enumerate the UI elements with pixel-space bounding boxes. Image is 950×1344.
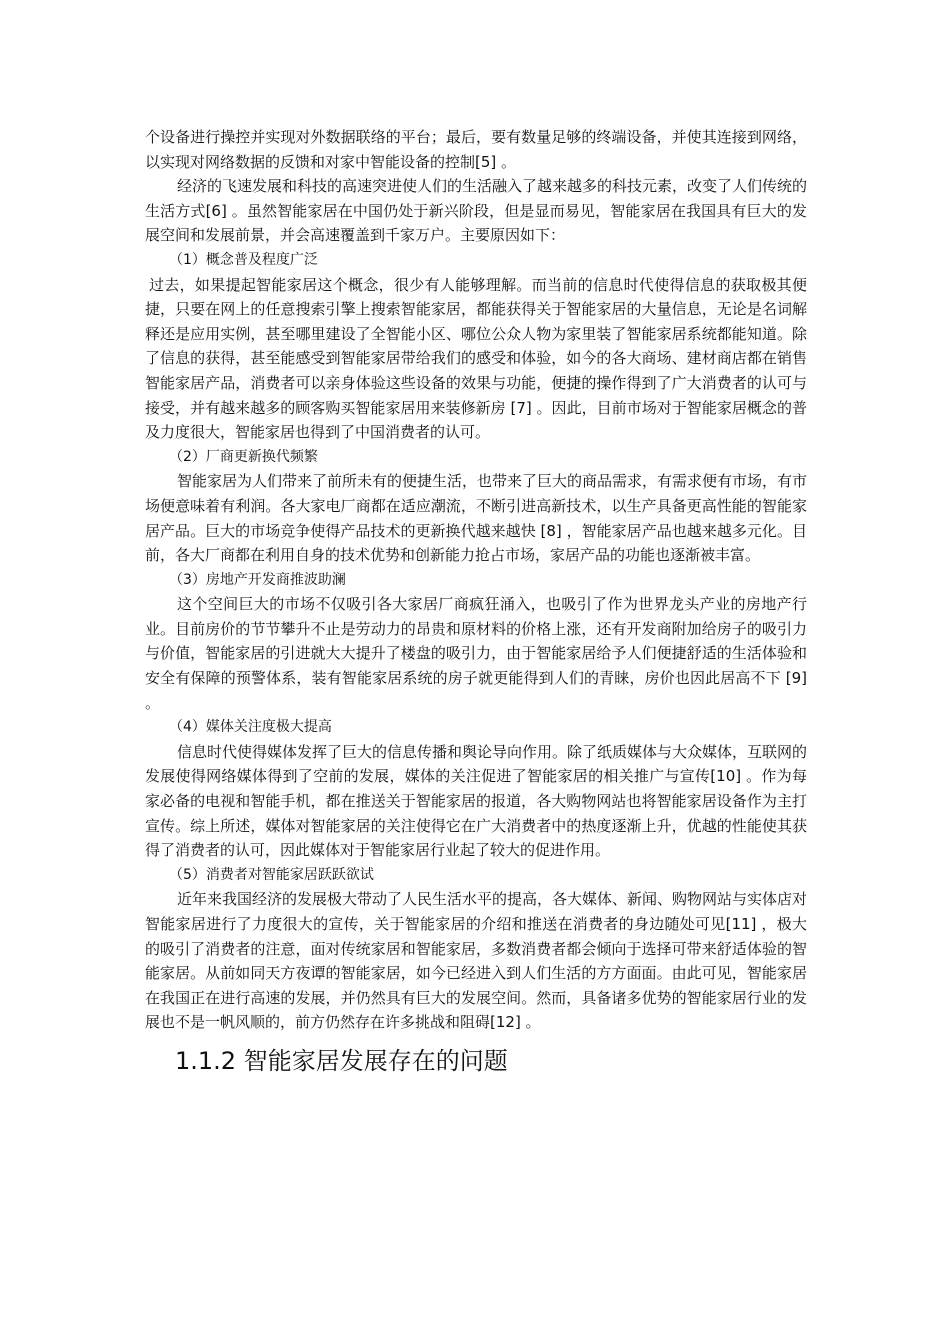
paragraph-concept: 过去，如果提起智能家居这个概念，很少有人能够理解。而当前的信息时代使得信息的获取极其便捷，只要在网上的任意搜索引擎上搜索智能家居，都能获得关于智能家居的大量信息，无论是名词解释还是应用实例，甚至哪里建设了全智能小区、哪位公众人物为家里装了智能家居系统都能知道。除了信息的获得，甚至能感受到智能家居带给我们的感受和体验，如今的各大商场、建材商店都在销售智能家居产品，消费者可以亲身体验这些设备的效果与功能，便捷的操作得到了广大消费者的认可与接受，并有越来越多的顾客购买智能家居用来装修新房 [7] 。因此，目前市场对于智能家居概念的普及力度很大，智能家居也得到了中国消费者的认可。	[145, 275, 807, 442]
subheading-2: （2）厂商更新换代频繁	[169, 448, 318, 465]
paragraph-real-estate: 这个空间巨大的市场不仅吸引各大家居厂商疯狂涌入，也吸引了作为世界龙头产业的房地产行业。目前房价的节节攀升不止是劳动力的昂贵和原材料的价格上涨，还有开发商附加给房子的吸引力与价值，智能家居的引进就大大提升了楼盘的吸引力，由于智能家居给予人们便捷舒适的生活体验和安全有保障的预警体系，装有智能家居系统的房子就更能得到人们的青睐，房价也因此居高不下 [9] 。	[145, 595, 807, 712]
paragraph-media: 信息时代使得媒体发挥了巨大的信息传播和舆论导向作用。除了纸质媒体与大众媒体，互联网的发展使得网络媒体得到了空前的发展，媒体的关注促进了智能家居的相关推广与宣传[10] 。作为每家必备的电视和智能手机，都在推送关于智能家居的报道，各大购物网站也将智能家居设备作为主打宣传。综上所述，媒体对智能家居的关注使得它在广大消费者中的热度逐渐上升，优越的性能使其获得了消费者的认可，因此媒体对于智能家居行业起了较大的促进作用。	[145, 742, 808, 860]
subheading-1: （1）概念普及程度广泛	[169, 251, 318, 268]
paragraph-intro: 经济的飞速发展和科技的高速突进使人们的生活融入了越来越多的科技元素，改变了人们传统的生活方式[6] 。虽然智能家居在中国仍处于新兴阶段，但是显而易见，智能家居在我国具有巨大的发展空间和发展前景，并会高速覆盖到千家万户。主要原因如下：	[145, 177, 808, 245]
section-title: 1.1.2 智能家居发展存在的问题	[175, 1046, 508, 1075]
subheading-4: （4）媒体关注度极大提高	[169, 719, 332, 736]
subheading-5: （5）消费者对智能家居跃跃欲试	[169, 866, 374, 883]
paragraph-manufacturers: 智能家居为人们带来了前所未有的便捷生活，也带来了巨大的商品需求，有需求便有市场，有市场便意味着有利润。各大家电厂商都在适应潮流，不断引进高新技术，以生产具备更高性能的智能家居产品。巨大的市场竞争使得产品技术的更新换代越来越快 [8] ，智能家居产品也越来越多元化。目前，各大厂商都在利用自身的技术优势和创新能力抢占市场，家居产品的功能也逐渐被丰富。	[145, 472, 808, 565]
paragraph-consumers: 近年来我国经济的发展极大带动了人民生活水平的提高，各大媒体、新闻、购物网站与实体店对智能家居进行了力度很大的宣传，关于智能家居的介绍和推送在消费者的身边随处可见[11] ，极大的吸引了消费者的注意，面对传统家居和智能家居，多数消费者都会倾向于选择可带来舒适体验的智能家居。从前如同天方夜谭的智能家居，如今已经进入到人们生活的方方面面。由此可见，智能家居在我国正在进行高速的发展，并仍然具有巨大的发展空间。然而，具备诸多优势的智能家居行业的发展也不是一帆风顺的，前方仍然存在许多挑战和阻碍[12] 。	[145, 890, 808, 1032]
subheading-3: （3）房地产开发商推波助澜	[169, 571, 346, 588]
paragraph-continuation: 个设备进行操控并实现对外数据联络的平台；最后，要有数量足够的终端设备，并使其连接到网络，以实现对网络数据的反馈和对家中智能设备的控制[5] 。	[145, 128, 807, 171]
document-page	[145, 125, 807, 1079]
